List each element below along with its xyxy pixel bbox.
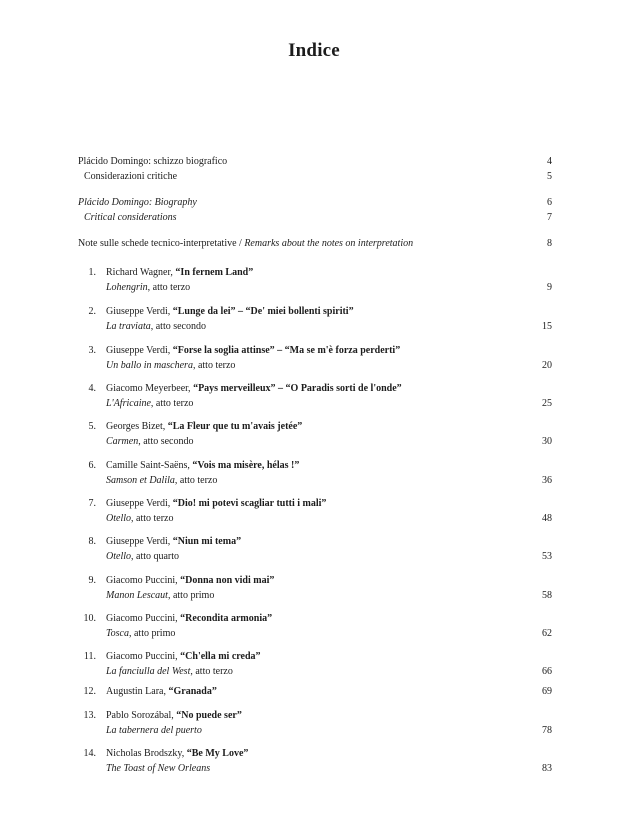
toc-entry-aria: “Forse la soglia attinse” – “Ma se m'è forza perderti” (172, 345, 401, 356)
toc-entry-work-line (106, 589, 214, 603)
toc-entry-row[interactable] (78, 344, 552, 358)
toc-entry-number: 7. (88, 498, 96, 509)
toc-intro-row[interactable] (84, 211, 552, 225)
toc-entry-work-line (106, 665, 233, 679)
toc-entry-subline (106, 281, 552, 295)
toc-intro-text: Critical considerations (84, 212, 177, 223)
toc-entry-subline (106, 512, 552, 526)
toc-entry-title (106, 420, 302, 434)
toc-notes-text (78, 237, 413, 251)
toc-page-number: 36 (542, 475, 552, 486)
toc-entry-composer: Giacomo Puccini, (106, 651, 181, 662)
toc-page-number: 9 (547, 282, 552, 293)
toc-entry-subline (106, 550, 552, 564)
toc-entry-act: , atto secondo (150, 321, 206, 332)
toc-entry-title (106, 650, 261, 664)
toc-entry-row[interactable] (78, 382, 552, 396)
toc-entry-title (106, 535, 241, 549)
toc-entry-act: , atto terzo (150, 398, 194, 409)
toc-entry-subline (106, 589, 552, 603)
toc-entry-number: 3. (88, 345, 96, 356)
toc-page-number: 78 (542, 725, 552, 736)
toc-page-number: 66 (542, 666, 552, 677)
toc-entry-title (106, 382, 402, 396)
toc-entry-aria: “Be My Love” (186, 748, 249, 759)
toc-entry-aria: “Lunge da lei” – “De' miei bollenti spiriti” (172, 306, 354, 317)
toc-page-number: 6 (547, 197, 552, 208)
toc-entry-act: , atto primo (167, 590, 215, 601)
toc-entry-number: 13. (83, 710, 96, 721)
toc-entry-work: La tabernera del puerto (106, 725, 202, 736)
toc-entry-title (106, 574, 274, 588)
toc-page-number: 48 (542, 513, 552, 524)
toc-page-number: 15 (542, 321, 552, 332)
toc-entry-act: , atto terzo (192, 360, 236, 371)
toc-entry-number: 14. (83, 748, 96, 759)
toc-entry-work: Manon Lescaut (106, 590, 168, 601)
toc-entry-row[interactable] (78, 305, 552, 319)
toc-entry-subline (106, 435, 552, 449)
toc-entry-composer: Georges Bizet, (106, 421, 168, 432)
toc-entry-row[interactable] (78, 747, 552, 761)
notes-italian: Note sulle schede tecnico-interpretative / (78, 238, 245, 249)
toc-page-number: 69 (542, 686, 552, 697)
toc-entry-number: 12. (83, 686, 96, 697)
toc-page-number: 7 (547, 212, 552, 223)
toc-page-number: 4 (547, 156, 552, 167)
toc-entry-work: The Toast of New Orleans (106, 763, 211, 774)
toc-entry-number: 8. (88, 536, 96, 547)
toc-entry-row[interactable] (78, 612, 552, 626)
toc-entry-work-line (106, 762, 210, 776)
toc-entry-aria: “La Fleur que tu m'avais jetée” (167, 421, 303, 432)
toc-entry-title (106, 344, 400, 358)
toc-entry-row[interactable] (78, 459, 552, 473)
toc-entry-aria: “In fernem Land” (175, 267, 254, 278)
toc-entry-work: Samson et Dalila (106, 475, 175, 486)
toc-entry-title (106, 612, 272, 626)
toc-entry-work: Carmen (106, 436, 139, 447)
toc-intro-row[interactable] (84, 170, 552, 184)
toc-intro-text: Plácido Domingo: schizzo biografico (78, 156, 228, 167)
toc-entry-title (106, 709, 242, 723)
toc-entry-work-line (106, 627, 175, 641)
toc-entry-act: , atto secondo (138, 436, 194, 447)
toc-entry-act: , atto terzo (174, 475, 218, 486)
toc-entry-work-line (106, 724, 202, 738)
toc-entry-title (106, 305, 354, 319)
toc-entry-work: Lohengrin (106, 282, 148, 293)
notes-english: Remarks about the notes on interpretation (244, 238, 414, 249)
toc-entry-composer: Giacomo Meyerbeer, (106, 383, 194, 394)
toc-intro-text: Considerazioni critiche (84, 171, 178, 182)
toc-entry-act: , atto terzo (190, 666, 233, 677)
toc-entry-subline (106, 627, 552, 641)
toc-entry-aria: “Recondita armonia” (180, 613, 273, 624)
toc-entry-work: Otello (106, 551, 131, 562)
toc-entry-work: Tosca (106, 628, 129, 639)
toc-entry-row[interactable] (78, 685, 552, 699)
toc-page-number: 8 (547, 238, 552, 249)
toc-entry-row[interactable] (78, 266, 552, 280)
toc-entry-composer: Giuseppe Verdi, (106, 498, 173, 509)
toc-entry-number: 9. (88, 575, 96, 586)
toc-page-number: 30 (542, 436, 552, 447)
toc-entry-composer: Giuseppe Verdi, (106, 306, 173, 317)
toc-intro-row[interactable] (78, 155, 552, 169)
toc-entry-row[interactable] (78, 709, 552, 723)
toc-page-number: 62 (542, 628, 552, 639)
toc-entry-subline (106, 397, 552, 411)
toc-entry-title (106, 497, 326, 511)
toc-entry-number: 6. (88, 460, 96, 471)
toc-entry-work-line (106, 474, 217, 488)
toc-entry-title (106, 459, 299, 473)
toc-entry-act: , atto terzo (131, 513, 174, 524)
toc-entry-work-line (106, 359, 235, 373)
toc-entry-subline (106, 762, 552, 776)
toc-entry-work-line (106, 512, 173, 526)
toc-entry-work: La traviata (106, 321, 151, 332)
toc-entry-subline (106, 359, 552, 373)
toc-intro-row[interactable] (78, 196, 552, 210)
toc-entry-number: 11. (83, 651, 96, 662)
toc-entry-title (106, 685, 217, 699)
toc-entry-work-line (106, 435, 194, 449)
toc-page-number: 53 (542, 551, 552, 562)
toc-entry-number: 4. (88, 383, 96, 394)
toc-entry-composer: Giuseppe Verdi, (106, 536, 173, 547)
toc-page-number: 20 (542, 360, 552, 371)
toc-entry-work-line (106, 550, 179, 564)
toc-notes-row[interactable] (78, 237, 552, 251)
toc-entry-subline (106, 724, 552, 738)
toc-entry-act: , atto primo (128, 628, 176, 639)
toc-entry-composer: Nicholas Brodszky, (106, 748, 187, 759)
toc-entry-work: L'Africaine (106, 398, 151, 409)
toc-entry-aria: “No puede ser” (176, 710, 242, 721)
toc-entry-row[interactable] (78, 650, 552, 664)
toc-page-number: 58 (542, 590, 552, 601)
toc-entry-row[interactable] (78, 497, 552, 511)
toc-intro-text: Plácido Domingo: Biography (78, 197, 197, 208)
toc-entry-composer: Augustin Lara, (106, 686, 169, 697)
toc-entry-aria: “Donna non vidi mai” (180, 575, 275, 586)
toc-entry-aria: “Dio! mi potevi scagliar tutti i mali” (172, 498, 327, 509)
toc-entry-composer: Camille Saint-Saëns, (106, 460, 193, 471)
toc-entry-subline (106, 474, 552, 488)
toc-entry-work-line (106, 320, 206, 334)
toc-entry-subline (106, 665, 552, 679)
page-title: Indice (288, 40, 340, 61)
toc-entry-aria: “Vois ma misère, hélas !” (192, 460, 300, 471)
toc-entry-work: Otello (106, 513, 131, 524)
toc-entry-work-line (106, 281, 190, 295)
toc-entry-aria: “Granada” (168, 686, 217, 697)
toc-entry-work: Un ballo in maschera (106, 360, 193, 371)
toc-entry-number: 1. (88, 267, 96, 278)
toc-entry-number: 2. (88, 306, 96, 317)
toc-page-number: 5 (547, 171, 552, 182)
toc-page-number: 25 (542, 398, 552, 409)
toc-entry-work-line (106, 397, 193, 411)
toc-entry-work: La fanciulla del West (106, 666, 191, 677)
toc-entry-subline (106, 320, 552, 334)
toc-entry-composer: Pablo Sorozábal, (106, 710, 177, 721)
toc-entry-act: , atto terzo (147, 282, 191, 293)
toc-entry-row[interactable] (78, 420, 552, 434)
toc-entry-row[interactable] (78, 535, 552, 549)
toc-entry-row[interactable] (78, 574, 552, 588)
toc-entry-aria: “Ch'ella mi creda” (180, 651, 261, 662)
toc-page-number: 83 (542, 763, 552, 774)
toc-entry-composer: Giacomo Puccini, (106, 613, 181, 624)
toc-entry-aria: “Pays merveilleux” – “O Paradis sorti de l'onde” (193, 383, 402, 394)
toc-entry-composer: Giacomo Puccini, (106, 575, 181, 586)
toc-entry-title (106, 747, 248, 761)
toc-entry-composer: Giuseppe Verdi, (106, 345, 173, 356)
toc-entry-aria: “Niun mi tema” (172, 536, 242, 547)
toc-entry-title (106, 266, 253, 280)
toc-entry-composer: Richard Wagner, (106, 267, 176, 278)
toc-entry-number: 5. (88, 421, 96, 432)
toc-entry-act: , atto quarto (131, 551, 180, 562)
toc-entry-number: 10. (83, 613, 96, 624)
